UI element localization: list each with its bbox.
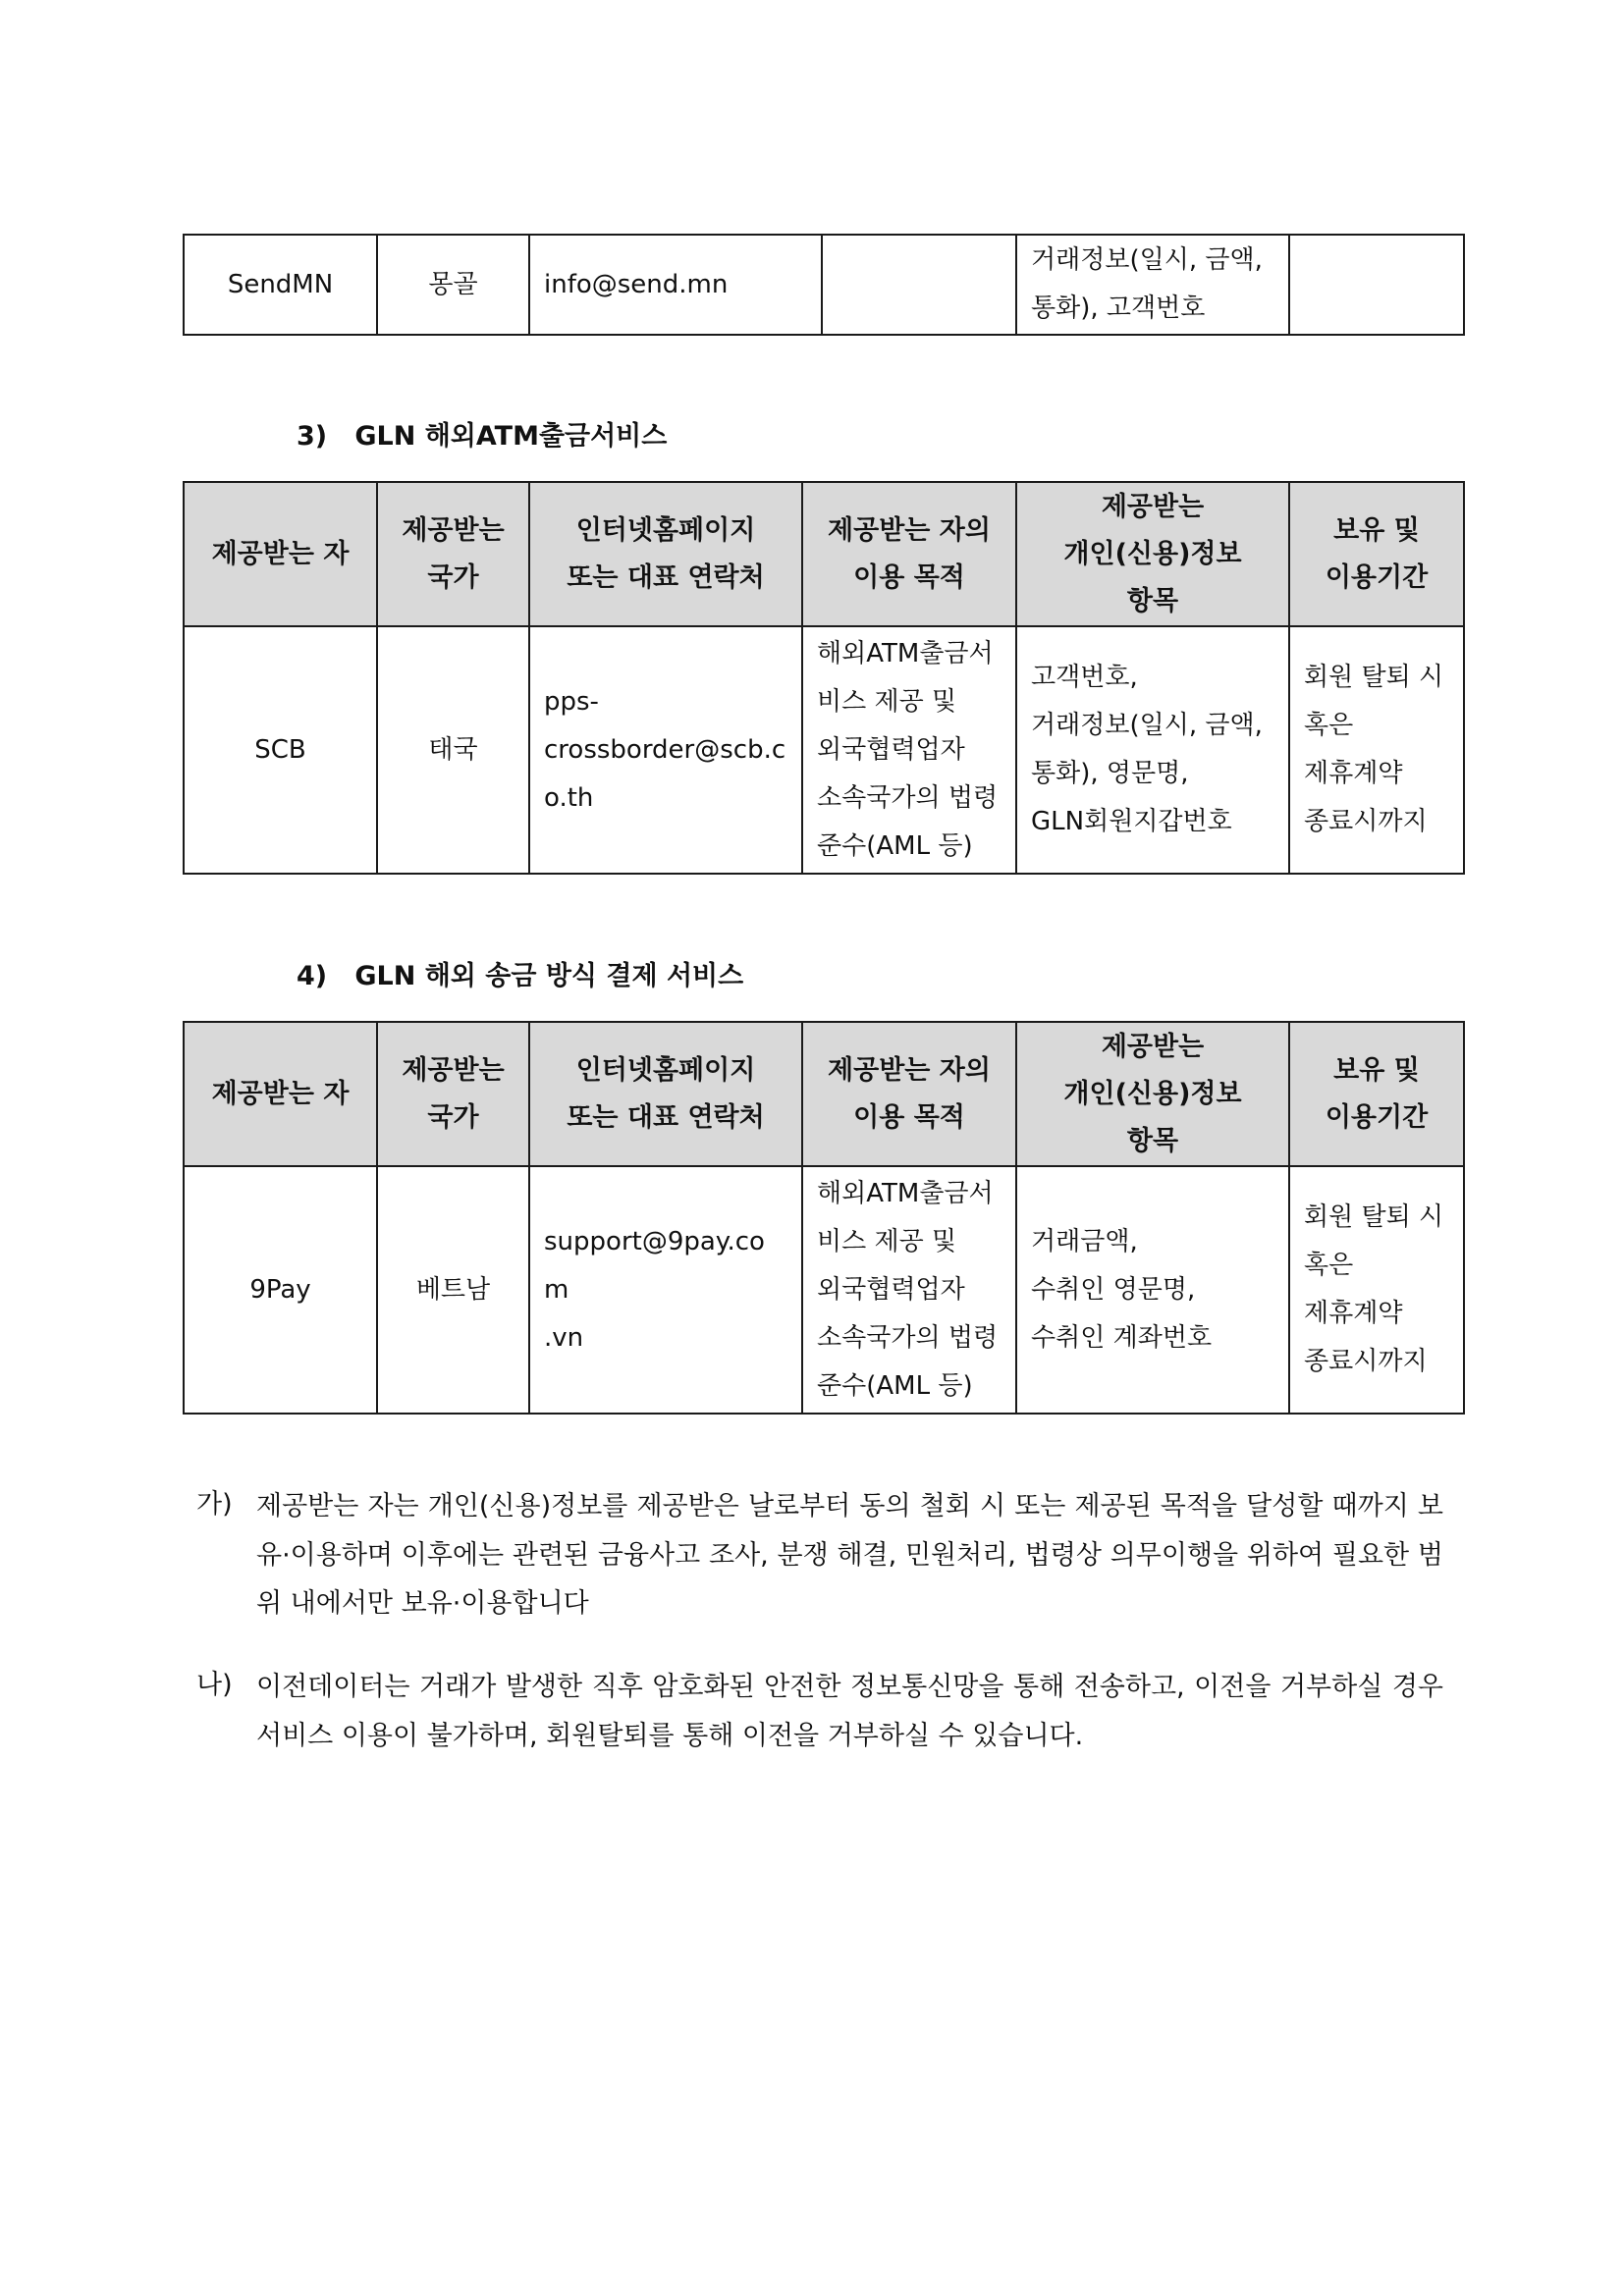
- table-row: [184, 626, 1464, 874]
- table-section-4: [183, 1021, 1465, 1415]
- purpose-cell: 해외ATM출금서 비스 제공 및 외국협력업자 소속국가의 법령 준수(AML 등): [802, 1166, 1016, 1414]
- note-marker: 가): [196, 1489, 233, 1520]
- table-header-row: [184, 1022, 1464, 1166]
- country-cell: 베트남: [377, 1166, 529, 1414]
- header-contact: 인터넷홈페이지 또는 대표 연락처: [529, 482, 802, 626]
- header-recipient: 제공받는 자: [184, 482, 377, 626]
- section-4-title: 4) GLN 해외 송금 방식 결제 서비스: [297, 961, 744, 991]
- table-row: [184, 1166, 1464, 1414]
- header-purpose: 제공받는 자의 이용 목적: [802, 1022, 1016, 1166]
- country-cell: 태국: [377, 626, 529, 874]
- recipient-cell: 9Pay: [184, 1166, 377, 1414]
- table-section-3: [183, 481, 1465, 875]
- items-cell: 거래금액, 수취인 영문명, 수취인 계좌번호: [1016, 1166, 1289, 1414]
- header-items: 제공받는 개인(신용)정보 항목: [1016, 1022, 1289, 1166]
- section-3-title: 3) GLN 해외ATM출금서비스: [297, 421, 668, 452]
- recipient-cell: SCB: [184, 626, 377, 874]
- table-row: [184, 235, 1464, 335]
- note-text: 이전데이터는 거래가 발생한 직후 암호화된 안전한 정보통신망을 통해 전송하고, 이전을 거부하실 경우 서비스 이용이 불가하며, 회원탈퇴를 통해 이전을 거부하실 수 있습니다.: [256, 1672, 1443, 1751]
- items-cell: 거래정보(일시, 금액, 통화), 고객번호: [1016, 235, 1289, 335]
- recipient-cell: SendMN: [184, 235, 377, 335]
- note-na: [196, 1663, 1443, 1760]
- header-country: 제공받는 국가: [377, 1022, 529, 1166]
- note-text: 제공받는 자는 개인(신용)정보를 제공받은 날로부터 동의 철회 시 또는 제공된 목적을 달성할 때까지 보유·이용하며 이후에는 관련된 금융사고 조사, 분쟁 해결, 민원처리, 법령상 의무이행을 위하여 필요한 범위 내에서만 보유·이용합니다: [256, 1491, 1443, 1619]
- note-marker: 나): [196, 1670, 233, 1700]
- retention-cell: 회원 탈퇴 시 혹은 제휴계약 종료시까지: [1289, 626, 1464, 874]
- contact-cell: support@9pay.com .vn: [529, 1166, 802, 1414]
- table-sendmn: [183, 234, 1465, 336]
- header-country: 제공받는 국가: [377, 482, 529, 626]
- note-ga: [196, 1482, 1443, 1629]
- country-cell: 몽골: [377, 235, 529, 335]
- header-purpose: 제공받는 자의 이용 목적: [802, 482, 1016, 626]
- header-retention: 보유 및 이용기간: [1289, 482, 1464, 626]
- header-items: 제공받는 개인(신용)정보 항목: [1016, 482, 1289, 626]
- retention-cell: [1289, 235, 1464, 335]
- purpose-cell: [822, 235, 1016, 335]
- header-retention: 보유 및 이용기간: [1289, 1022, 1464, 1166]
- header-contact: 인터넷홈페이지 또는 대표 연락처: [529, 1022, 802, 1166]
- contact-cell: pps- crossborder@scb.c o.th: [529, 626, 802, 874]
- table-header-row: [184, 482, 1464, 626]
- contact-cell: info@send.mn: [529, 235, 822, 335]
- items-cell: 고객번호, 거래정보(일시, 금액, 통화), 영문명, GLN회원지갑번호: [1016, 626, 1289, 874]
- retention-cell: 회원 탈퇴 시 혹은 제휴계약 종료시까지: [1289, 1166, 1464, 1414]
- purpose-cell: 해외ATM출금서 비스 제공 및 외국협력업자 소속국가의 법령 준수(AML 등): [802, 626, 1016, 874]
- header-recipient: 제공받는 자: [184, 1022, 377, 1166]
